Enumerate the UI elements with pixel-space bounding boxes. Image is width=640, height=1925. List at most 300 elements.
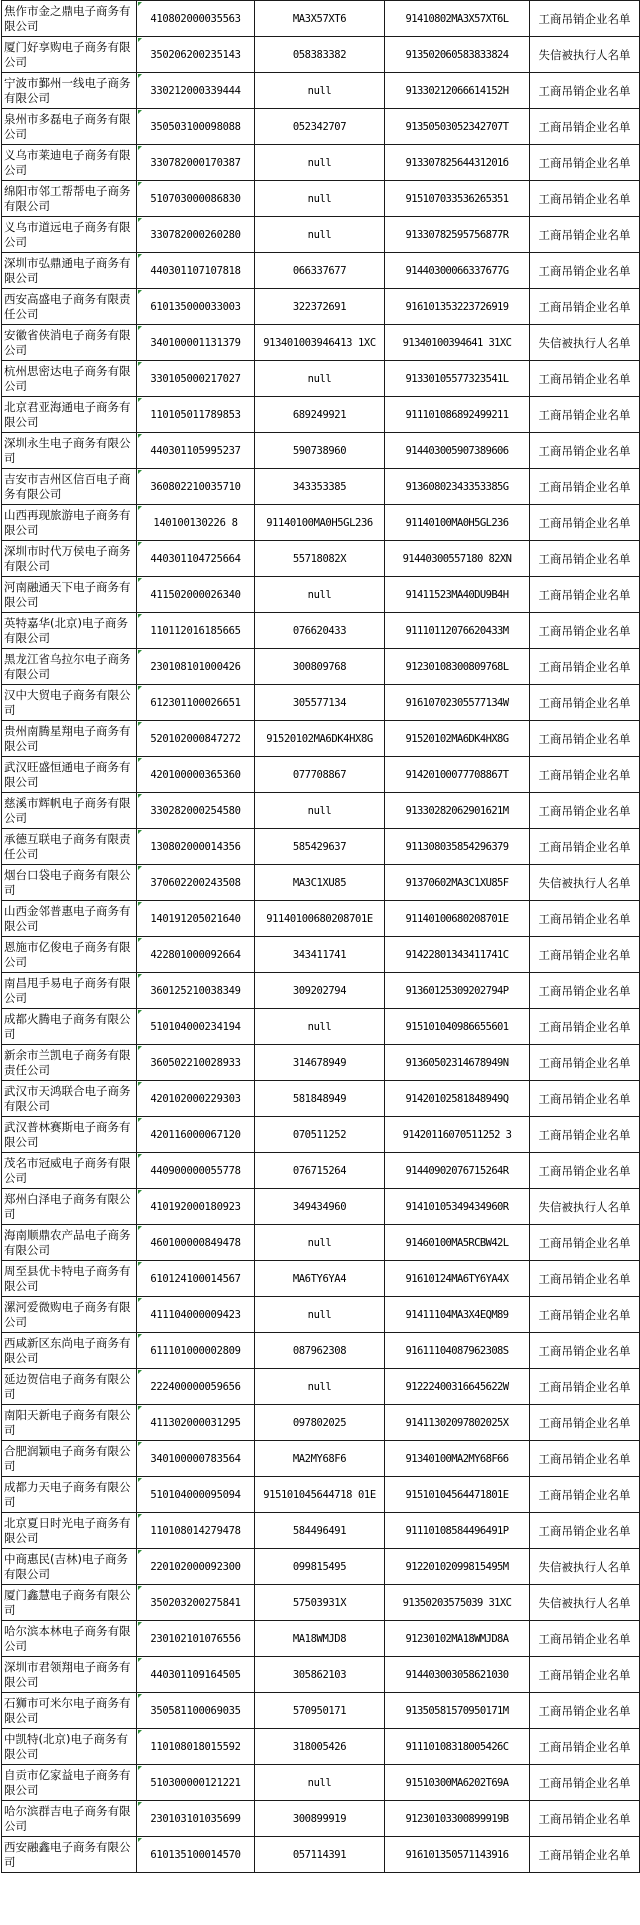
- list-status-cell: 失信被执行人名单: [530, 37, 640, 73]
- company-name-cell: 义乌市道远电子商务有限公司: [2, 217, 137, 253]
- registration-number-cell: 510703000086830: [137, 181, 255, 217]
- credit-code-cell: 91411523MA40DU9B4H: [385, 577, 530, 613]
- organization-code-cell: 689249921: [255, 397, 385, 433]
- registration-number-cell: 520102000847272: [137, 721, 255, 757]
- organization-code-cell: 343411741: [255, 937, 385, 973]
- registration-number-cell: 440900000055778: [137, 1153, 255, 1189]
- table-row: [2, 1441, 640, 1477]
- table-row: [2, 1, 640, 37]
- table-row: [2, 397, 640, 433]
- credit-code-cell: 91330212066614152H: [385, 73, 530, 109]
- list-status-cell: 工商吊销企业名单: [530, 1477, 640, 1513]
- table-row: [2, 577, 640, 613]
- company-name-cell: 武汉普林赛斯电子商务有限公司: [2, 1117, 137, 1153]
- company-name-cell: 河南融通天下电子商务有限公司: [2, 577, 137, 613]
- registration-number-cell: 410192000180923: [137, 1189, 255, 1225]
- registration-number-cell: 460100000849478: [137, 1225, 255, 1261]
- credit-code-cell: 91340100394641 31XC: [385, 325, 530, 361]
- registration-number-cell: 370602200243508: [137, 865, 255, 901]
- organization-code-cell: 058383382: [255, 37, 385, 73]
- credit-code-cell: 91411104MA3X4EQM89: [385, 1297, 530, 1333]
- credit-code-cell: 91350581570950171M: [385, 1693, 530, 1729]
- credit-code-cell: 91460100MA5RCBW42L: [385, 1225, 530, 1261]
- registration-number-cell: 360502210028933: [137, 1045, 255, 1081]
- list-status-cell: 工商吊销企业名单: [530, 1441, 640, 1477]
- list-status-cell: 工商吊销企业名单: [530, 1, 640, 37]
- credit-code-cell: 91440300066337677G: [385, 253, 530, 289]
- list-status-cell: 工商吊销企业名单: [530, 829, 640, 865]
- list-status-cell: 工商吊销企业名单: [530, 397, 640, 433]
- registration-number-cell: 611101000002809: [137, 1333, 255, 1369]
- registration-number-cell: 440301104725664: [137, 541, 255, 577]
- company-name-cell: 武汉市天鸿联合电子商务有限公司: [2, 1081, 137, 1117]
- registration-number-cell: 330282000254580: [137, 793, 255, 829]
- table-row: [2, 1189, 640, 1225]
- company-name-cell: 山西金邻普惠电子商务有限公司: [2, 901, 137, 937]
- credit-code-cell: 91510300MA6202T69A: [385, 1765, 530, 1801]
- organization-code-cell: null: [255, 361, 385, 397]
- organization-code-cell: 300809768: [255, 649, 385, 685]
- table-row: [2, 865, 640, 901]
- list-status-cell: 工商吊销企业名单: [530, 973, 640, 1009]
- table-row: [2, 1117, 640, 1153]
- list-status-cell: 工商吊销企业名单: [530, 505, 640, 541]
- company-name-cell: 汉中大贸电子商务有限公司: [2, 685, 137, 721]
- credit-code-cell: 91330105577323541L: [385, 361, 530, 397]
- credit-code-cell: 91420102581848949Q: [385, 1081, 530, 1117]
- table-row: [2, 829, 640, 865]
- company-name-cell: 泉州市多磊电子商务有限公司: [2, 109, 137, 145]
- organization-code-cell: 066337677: [255, 253, 385, 289]
- company-name-cell: 茂名市冠威电子商务有限公司: [2, 1153, 137, 1189]
- registration-number-cell: 510104000095094: [137, 1477, 255, 1513]
- list-status-cell: 工商吊销企业名单: [530, 1693, 640, 1729]
- table-row: [2, 1729, 640, 1765]
- registration-number-cell: 230103101035699: [137, 1801, 255, 1837]
- list-status-cell: 工商吊销企业名单: [530, 433, 640, 469]
- company-name-cell: 合肥润颖电子商务有限公司: [2, 1441, 137, 1477]
- organization-code-cell: 91520102MA6DK4HX8G: [255, 721, 385, 757]
- company-name-cell: 延边贺信电子商务有限公司: [2, 1369, 137, 1405]
- credit-code-cell: 91360125309202794P: [385, 973, 530, 1009]
- registration-number-cell: 610135000033003: [137, 289, 255, 325]
- list-status-cell: 工商吊销企业名单: [530, 1153, 640, 1189]
- company-name-cell: 哈尔滨本林电子商务有限公司: [2, 1621, 137, 1657]
- registration-number-cell: 410802000035563: [137, 1, 255, 37]
- registration-number-cell: 230102101076556: [137, 1621, 255, 1657]
- company-name-cell: 成都力天电子商务有限公司: [2, 1477, 137, 1513]
- company-name-cell: 安徽省侠消电子商务有限公司: [2, 325, 137, 361]
- credit-code-cell: 91350203575039 31XC: [385, 1585, 530, 1621]
- registration-number-cell: 230108101000426: [137, 649, 255, 685]
- organization-code-cell: 057114391: [255, 1837, 385, 1873]
- list-status-cell: 工商吊销企业名单: [530, 721, 640, 757]
- company-name-cell: 南昌甩手易电子商务有限公司: [2, 973, 137, 1009]
- company-name-cell: 石狮市可米尔电子商务有限公司: [2, 1693, 137, 1729]
- company-name-cell: 中凯特(北京)电子商务有限公司: [2, 1729, 137, 1765]
- list-status-cell: 工商吊销企业名单: [530, 1081, 640, 1117]
- table-row: [2, 541, 640, 577]
- list-status-cell: 失信被执行人名单: [530, 1549, 640, 1585]
- table-row: [2, 1801, 640, 1837]
- organization-code-cell: null: [255, 181, 385, 217]
- list-status-cell: 工商吊销企业名单: [530, 217, 640, 253]
- list-status-cell: 工商吊销企业名单: [530, 1225, 640, 1261]
- company-name-cell: 南阳天新电子商务有限公司: [2, 1405, 137, 1441]
- table-row: [2, 1693, 640, 1729]
- company-name-cell: 北京夏日时光电子商务有限公司: [2, 1513, 137, 1549]
- list-status-cell: 工商吊销企业名单: [530, 1297, 640, 1333]
- company-name-cell: 武汉旺盛恒通电子商务有限公司: [2, 757, 137, 793]
- registration-number-cell: 610124100014567: [137, 1261, 255, 1297]
- table-row: [2, 901, 640, 937]
- registration-number-cell: 612301100026651: [137, 685, 255, 721]
- organization-code-cell: 077708867: [255, 757, 385, 793]
- list-status-cell: 失信被执行人名单: [530, 1189, 640, 1225]
- list-status-cell: 工商吊销企业名单: [530, 289, 640, 325]
- table-row: [2, 757, 640, 793]
- list-status-cell: 工商吊销企业名单: [530, 1765, 640, 1801]
- registration-number-cell: 360802210035710: [137, 469, 255, 505]
- credit-code-cell: 91230102MA18WMJD8A: [385, 1621, 530, 1657]
- organization-code-cell: 305862103: [255, 1657, 385, 1693]
- organization-code-cell: 584496491: [255, 1513, 385, 1549]
- table-row: [2, 685, 640, 721]
- registration-number-cell: 510300000121221: [137, 1765, 255, 1801]
- organization-code-cell: MA3C1XU85: [255, 865, 385, 901]
- registration-number-cell: 350581100069035: [137, 1693, 255, 1729]
- company-name-cell: 中商惠民(吉林)电子商务有限公司: [2, 1549, 137, 1585]
- organization-code-cell: 097802025: [255, 1405, 385, 1441]
- organization-code-cell: 57503931X: [255, 1585, 385, 1621]
- organization-code-cell: 314678949: [255, 1045, 385, 1081]
- table-row: [2, 1081, 640, 1117]
- credit-code-cell: 916101353223726919: [385, 289, 530, 325]
- registration-number-cell: 510104000234194: [137, 1009, 255, 1045]
- list-status-cell: 工商吊销企业名单: [530, 1729, 640, 1765]
- table-row: [2, 1549, 640, 1585]
- organization-code-cell: 581848949: [255, 1081, 385, 1117]
- registration-number-cell: 330212000339444: [137, 73, 255, 109]
- list-status-cell: 工商吊销企业名单: [530, 901, 640, 937]
- list-status-cell: 工商吊销企业名单: [530, 1837, 640, 1873]
- registration-number-cell: 340100001131379: [137, 325, 255, 361]
- registration-number-cell: 340100000783564: [137, 1441, 255, 1477]
- table-row: [2, 1513, 640, 1549]
- list-status-cell: 工商吊销企业名单: [530, 1657, 640, 1693]
- organization-code-cell: 322372691: [255, 289, 385, 325]
- company-name-cell: 漯河爱微购电子商务有限公司: [2, 1297, 137, 1333]
- registration-number-cell: 110108014279478: [137, 1513, 255, 1549]
- organization-code-cell: 099815495: [255, 1549, 385, 1585]
- organization-code-cell: null: [255, 577, 385, 613]
- company-name-cell: 西安高盛电子商务有限责任公司: [2, 289, 137, 325]
- table-row: [2, 1837, 640, 1873]
- company-table: [1, 0, 640, 1873]
- credit-code-cell: 91610702305577134W: [385, 685, 530, 721]
- table-row: [2, 37, 640, 73]
- table-row: [2, 253, 640, 289]
- company-name-cell: 北京君亚海通电子商务有限公司: [2, 397, 137, 433]
- registration-number-cell: 110105011789853: [137, 397, 255, 433]
- list-status-cell: 工商吊销企业名单: [530, 469, 640, 505]
- table-row: [2, 721, 640, 757]
- organization-code-cell: MA6TY6YA4: [255, 1261, 385, 1297]
- company-name-cell: 新余市兰凯电子商务有限责任公司: [2, 1045, 137, 1081]
- table-row: [2, 433, 640, 469]
- company-name-cell: 慈溪市辉帆电子商务有限公司: [2, 793, 137, 829]
- organization-code-cell: 55718082X: [255, 541, 385, 577]
- credit-code-cell: 916101350571143916: [385, 1837, 530, 1873]
- registration-number-cell: 420102000229303: [137, 1081, 255, 1117]
- list-status-cell: 工商吊销企业名单: [530, 181, 640, 217]
- list-status-cell: 工商吊销企业名单: [530, 73, 640, 109]
- registration-number-cell: 140100130226 8: [137, 505, 255, 541]
- organization-code-cell: null: [255, 73, 385, 109]
- organization-code-cell: null: [255, 1009, 385, 1045]
- table-row: [2, 613, 640, 649]
- organization-code-cell: null: [255, 1369, 385, 1405]
- list-status-cell: 工商吊销企业名单: [530, 1333, 640, 1369]
- credit-code-cell: 91422801343411741C: [385, 937, 530, 973]
- organization-code-cell: 300899919: [255, 1801, 385, 1837]
- organization-code-cell: 318005426: [255, 1729, 385, 1765]
- credit-code-cell: 91140100MA0H5GL236: [385, 505, 530, 541]
- organization-code-cell: 076620433: [255, 613, 385, 649]
- registration-number-cell: 350503100098088: [137, 109, 255, 145]
- table-row: [2, 1297, 640, 1333]
- list-status-cell: 工商吊销企业名单: [530, 145, 640, 181]
- credit-code-cell: 91610124MA6TY6YA4X: [385, 1261, 530, 1297]
- company-name-cell: 杭州思密达电子商务有限公司: [2, 361, 137, 397]
- organization-code-cell: 585429637: [255, 829, 385, 865]
- company-name-cell: 义乌市莱迪电子商务有限公司: [2, 145, 137, 181]
- table-row: [2, 1477, 640, 1513]
- company-name-cell: 西咸新区东尚电子商务有限公司: [2, 1333, 137, 1369]
- credit-code-cell: 91110108318005426C: [385, 1729, 530, 1765]
- credit-code-cell: 914403005907389606: [385, 433, 530, 469]
- company-name-cell: 承德互联电子商务有限责任公司: [2, 829, 137, 865]
- company-name-cell: 深圳市时代万侯电子商务有限公司: [2, 541, 137, 577]
- table-row: [2, 937, 640, 973]
- credit-code-cell: 91420100077708867T: [385, 757, 530, 793]
- table-row: [2, 1369, 640, 1405]
- table-row: [2, 793, 640, 829]
- organization-code-cell: null: [255, 145, 385, 181]
- credit-code-cell: 91410105349434960R: [385, 1189, 530, 1225]
- organization-code-cell: null: [255, 793, 385, 829]
- organization-code-cell: 91140100MA0H5GL236: [255, 505, 385, 541]
- list-status-cell: 工商吊销企业名单: [530, 1045, 640, 1081]
- table-row: [2, 1765, 640, 1801]
- credit-code-cell: 91110112076620433M: [385, 613, 530, 649]
- company-name-cell: 哈尔滨群吉电子商务有限公司: [2, 1801, 137, 1837]
- table-row: [2, 1585, 640, 1621]
- company-name-cell: 成都火腾电子商务有限公司: [2, 1009, 137, 1045]
- organization-code-cell: 91140100680208701E: [255, 901, 385, 937]
- table-body: [2, 1, 640, 1873]
- credit-code-cell: 91411302097802025X: [385, 1405, 530, 1441]
- credit-code-cell: 91440902076715264R: [385, 1153, 530, 1189]
- credit-code-cell: 91350503052342707T: [385, 109, 530, 145]
- organization-code-cell: 913401003946413 1XC: [255, 325, 385, 361]
- table-row: [2, 145, 640, 181]
- table-row: [2, 1405, 640, 1441]
- organization-code-cell: MA2MY68F6: [255, 1441, 385, 1477]
- credit-code-cell: 91330282062901621M: [385, 793, 530, 829]
- list-status-cell: 工商吊销企业名单: [530, 793, 640, 829]
- credit-code-cell: 913502060583833824: [385, 37, 530, 73]
- table-row: [2, 109, 640, 145]
- organization-code-cell: 070511252: [255, 1117, 385, 1153]
- credit-code-cell: 91330782564431201б: [385, 145, 530, 181]
- table-row: [2, 73, 640, 109]
- list-status-cell: 工商吊销企业名单: [530, 361, 640, 397]
- list-status-cell: 工商吊销企业名单: [530, 1009, 640, 1045]
- company-name-cell: 贵州南腾星翔电子商务有限公司: [2, 721, 137, 757]
- organization-code-cell: 087962308: [255, 1333, 385, 1369]
- organization-code-cell: MA3X57XT6: [255, 1, 385, 37]
- credit-code-cell: 91611104087962308S: [385, 1333, 530, 1369]
- credit-code-cell: 91520102MA6DK4HX8G: [385, 721, 530, 757]
- registration-number-cell: 330782000260280: [137, 217, 255, 253]
- credit-code-cell: 91440300557180 82XN: [385, 541, 530, 577]
- registration-number-cell: 360125210038349: [137, 973, 255, 1009]
- credit-code-cell: 91222400316645622W: [385, 1369, 530, 1405]
- table-row: [2, 973, 640, 1009]
- organization-code-cell: 915101045644718 01E: [255, 1477, 385, 1513]
- company-name-cell: 宁波市鄞州一线电子商务有限公司: [2, 73, 137, 109]
- table-row: [2, 469, 640, 505]
- company-name-cell: 吉安市吉州区信百电子商务有限公司: [2, 469, 137, 505]
- company-name-cell: 黑龙江省乌拉尔电子商务有限公司: [2, 649, 137, 685]
- credit-code-cell: 91230108300809768L: [385, 649, 530, 685]
- table-row: [2, 325, 640, 361]
- registration-number-cell: 222400000059656: [137, 1369, 255, 1405]
- table-row: [2, 1225, 640, 1261]
- organization-code-cell: 052342707: [255, 109, 385, 145]
- organization-code-cell: 570950171: [255, 1693, 385, 1729]
- list-status-cell: 工商吊销企业名单: [530, 1405, 640, 1441]
- credit-code-cell: 91140100680208701E: [385, 901, 530, 937]
- registration-number-cell: 350206200235143: [137, 37, 255, 73]
- table-row: [2, 1621, 640, 1657]
- credit-code-cell: 91510104564471801E: [385, 1477, 530, 1513]
- organization-code-cell: null: [255, 1225, 385, 1261]
- credit-code-cell: 914403003058621030: [385, 1657, 530, 1693]
- list-status-cell: 工商吊销企业名单: [530, 577, 640, 613]
- registration-number-cell: 110108018015592: [137, 1729, 255, 1765]
- registration-number-cell: 330105000217027: [137, 361, 255, 397]
- list-status-cell: 工商吊销企业名单: [530, 1513, 640, 1549]
- credit-code-cell: 91410802MA3X57XT6L: [385, 1, 530, 37]
- registration-number-cell: 411502000026340: [137, 577, 255, 613]
- credit-code-cell: 915101040986655601: [385, 1009, 530, 1045]
- list-status-cell: 工商吊销企业名单: [530, 649, 640, 685]
- credit-code-cell: 91420116070511252 3: [385, 1117, 530, 1153]
- credit-code-cell: 91340100MA2MY68F66: [385, 1441, 530, 1477]
- registration-number-cell: 440301105995237: [137, 433, 255, 469]
- organization-code-cell: 305577134: [255, 685, 385, 721]
- organization-code-cell: MA18WMJD8: [255, 1621, 385, 1657]
- list-status-cell: 工商吊销企业名单: [530, 685, 640, 721]
- list-status-cell: 工商吊销企业名单: [530, 1621, 640, 1657]
- credit-code-cell: 91220102099815495M: [385, 1549, 530, 1585]
- company-name-cell: 深圳市弘鼎通电子商务有限公司: [2, 253, 137, 289]
- organization-code-cell: 076715264: [255, 1153, 385, 1189]
- credit-code-cell: 915107033536265351: [385, 181, 530, 217]
- company-name-cell: 山西再现旅游电子商务有限公司: [2, 505, 137, 541]
- company-name-cell: 自贡市亿家益电子商务有限公司: [2, 1765, 137, 1801]
- credit-code-cell: 911101086892499211: [385, 397, 530, 433]
- registration-number-cell: 440301109164505: [137, 1657, 255, 1693]
- credit-code-cell: 91230103300899919B: [385, 1801, 530, 1837]
- organization-code-cell: null: [255, 1297, 385, 1333]
- list-status-cell: 工商吊销企业名单: [530, 1117, 640, 1153]
- registration-number-cell: 220102000092300: [137, 1549, 255, 1585]
- registration-number-cell: 422801000092664: [137, 937, 255, 973]
- registration-number-cell: 610135100014570: [137, 1837, 255, 1873]
- table-row: [2, 361, 640, 397]
- list-status-cell: 工商吊销企业名单: [530, 109, 640, 145]
- organization-code-cell: 590738960: [255, 433, 385, 469]
- organization-code-cell: 343353385: [255, 469, 385, 505]
- organization-code-cell: 309202794: [255, 973, 385, 1009]
- table-row: [2, 1261, 640, 1297]
- registration-number-cell: 420100000365360: [137, 757, 255, 793]
- company-name-cell: 恩施市亿俊电子商务有限公司: [2, 937, 137, 973]
- list-status-cell: 失信被执行人名单: [530, 325, 640, 361]
- table-row: [2, 217, 640, 253]
- company-name-cell: 海南顺鼎农产品电子商务有限公司: [2, 1225, 137, 1261]
- company-name-cell: 深圳市君领翔电子商务有限公司: [2, 1657, 137, 1693]
- registration-number-cell: 411302000031295: [137, 1405, 255, 1441]
- organization-code-cell: null: [255, 1765, 385, 1801]
- credit-code-cell: 91110108584496491P: [385, 1513, 530, 1549]
- list-status-cell: 失信被执行人名单: [530, 1585, 640, 1621]
- table-row: [2, 1657, 640, 1693]
- company-name-cell: 烟台口袋电子商务有限公司: [2, 865, 137, 901]
- registration-number-cell: 411104000009423: [137, 1297, 255, 1333]
- registration-number-cell: 130802000014356: [137, 829, 255, 865]
- table-row: [2, 1153, 640, 1189]
- company-name-cell: 厦门鑫慧电子商务有限公司: [2, 1585, 137, 1621]
- table-row: [2, 181, 640, 217]
- company-name-cell: 西安融鑫电子商务有限公司: [2, 1837, 137, 1873]
- list-status-cell: 工商吊销企业名单: [530, 613, 640, 649]
- list-status-cell: 工商吊销企业名单: [530, 253, 640, 289]
- registration-number-cell: 350203200275841: [137, 1585, 255, 1621]
- company-name-cell: 英特嘉华(北京)电子商务有限公司: [2, 613, 137, 649]
- registration-number-cell: 140191205021640: [137, 901, 255, 937]
- organization-code-cell: 349434960: [255, 1189, 385, 1225]
- company-name-cell: 周至县优卡特电子商务有限公司: [2, 1261, 137, 1297]
- list-status-cell: 失信被执行人名单: [530, 865, 640, 901]
- registration-number-cell: 110112016185665: [137, 613, 255, 649]
- table-row: [2, 649, 640, 685]
- table-row: [2, 1333, 640, 1369]
- table-row: [2, 289, 640, 325]
- list-status-cell: 工商吊销企业名单: [530, 1369, 640, 1405]
- registration-number-cell: 330782000170387: [137, 145, 255, 181]
- company-name-cell: 绵阳市邻工帮帮电子商务有限公司: [2, 181, 137, 217]
- company-name-cell: 深圳永生电子商务有限公司: [2, 433, 137, 469]
- registration-number-cell: 440301107107818: [137, 253, 255, 289]
- registration-number-cell: 420116000067120: [137, 1117, 255, 1153]
- table-row: [2, 505, 640, 541]
- list-status-cell: 工商吊销企业名单: [530, 937, 640, 973]
- list-status-cell: 工商吊销企业名单: [530, 1801, 640, 1837]
